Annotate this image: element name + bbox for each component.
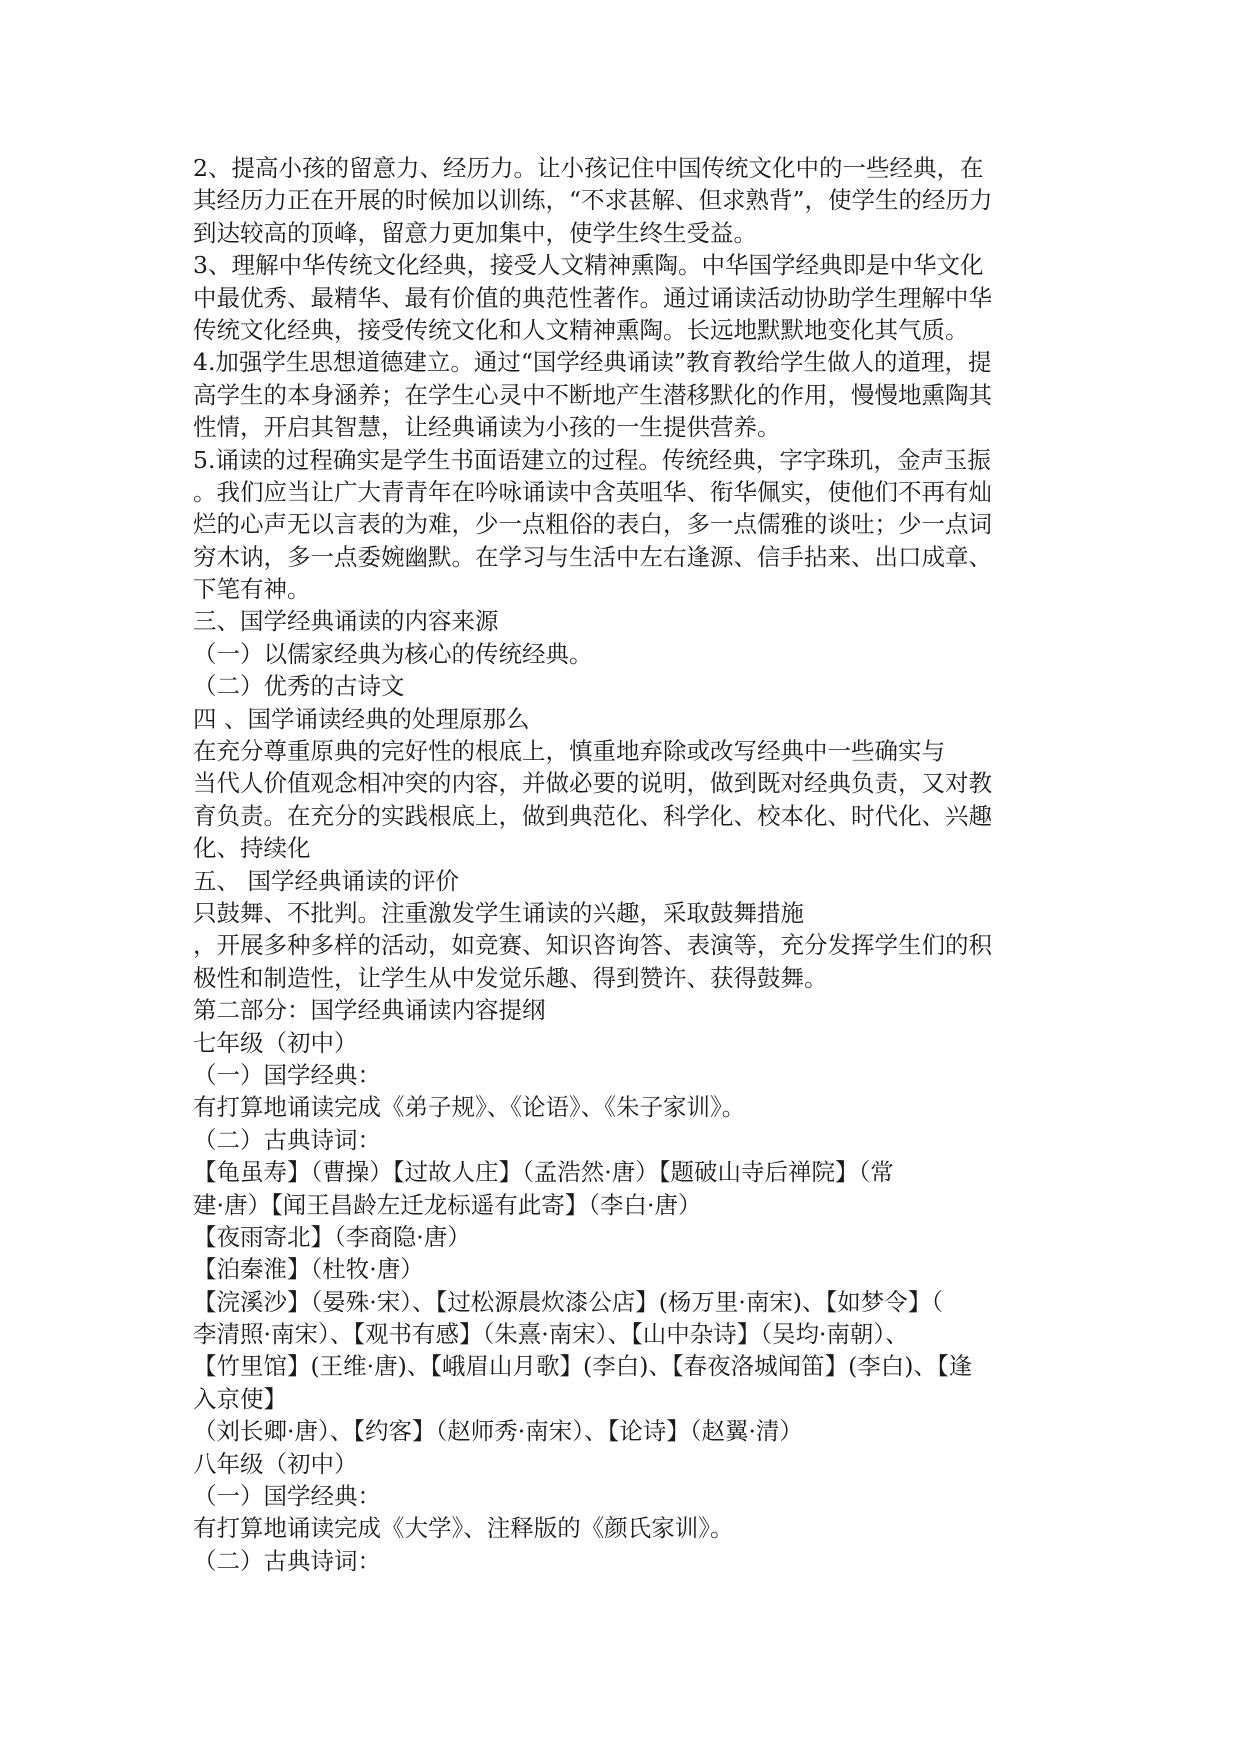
text-line: 中最优秀、最精华、最有价值的典范性著作。通过诵读活动协助学生理解中华 (193, 283, 992, 312)
section-heading: 四 、国学诵读经典的处理原那么 (193, 704, 530, 733)
text-line: 化、持续化 (193, 834, 311, 863)
text-line: 只鼓舞、不批判。注重激发学生诵读的兴趣，采取鼓舞措施 (193, 898, 804, 927)
text-line: （二）古典诗词： (193, 1546, 381, 1575)
text-line: （二）古典诗词： (193, 1125, 381, 1154)
grade-heading: 七年级（初中） (193, 1028, 358, 1057)
text-line: 当代人价值观念相冲突的内容，并做必要的说明，做到既对经典负责，又对教 (193, 769, 992, 798)
text-line: 极性和制造性，让学生从中发觉乐趣、得到赞许、获得鼓舞。 (193, 963, 828, 992)
text-line: （一）国学经典： (193, 1060, 381, 1089)
poem-list-line: 【夜雨寄北】（李商隐·唐） (193, 1222, 471, 1251)
text-line: 4.加强学生思想道德建立。通过“国学经典诵读”教育教给学生做人的道理，提 (193, 348, 992, 377)
text-line: （二）优秀的古诗文 (193, 672, 405, 701)
poem-list-line: 【龟虽寿】（曹操）【过故人庄】（孟浩然·唐）【题破山寺后禅院】（常 (193, 1158, 894, 1187)
poem-list-line: 李清照·南宋）、【观书有感】（朱熹·南宋）、【山中杂诗】（吴均·南朝）、 (193, 1320, 909, 1349)
poem-list-line: （刘长卿·唐）、【约客】（赵师秀·南宋）、【论诗】（赵翼·清） (193, 1417, 803, 1446)
text-line: （一）以儒家经典为核心的传统经典。 (193, 639, 593, 668)
text-line: 其经历力正在开展的时候加以训练，“不求甚解、但求熟背”，使学生的经历力 (193, 186, 993, 215)
text-line: 有打算地诵读完成《大学》、注释版的《颜氏家训》。 (193, 1514, 734, 1543)
text-line: 烂的心声无以言表的为难，少一点粗俗的表白，多一点儒雅的谈吐；少一点词 (193, 510, 992, 539)
poem-list-line: 【竹里馆】(王维·唐)、【峨眉山月歌】(李白)、【春夜洛城闻笛】(李白)、【逢 (193, 1352, 973, 1381)
text-line: 高学生的本身涵养；在学生心灵中不断地产生潜移默化的作用，慢慢地熏陶其 (193, 380, 992, 409)
text-line: 有打算地诵读完成《弟子规》、《论语》、《朱子家训》。 (193, 1093, 746, 1122)
grade-heading: 八年级（初中） (193, 1449, 358, 1478)
text-line: 5.诵读的过程确实是学生书面语建立的过程。传统经典，字字珠玑，金声玉振 (193, 445, 991, 474)
document-body (193, 152, 1073, 1577)
section-heading: 三、国学经典诵读的内容来源 (193, 607, 499, 636)
text-line: 。我们应当让广大青青年在吟咏诵读中含英咀华、衔华佩实，使他们不再有灿 (193, 477, 992, 506)
text-line: 性情，开启其智慧，让经典诵读为小孩的一生提供营养。 (193, 413, 781, 442)
text-line: 在充分尊重原典的完好性的根底上，慎重地弃除或改写经典中一些确实与 (193, 737, 945, 766)
text-line: 下笔有神。 (193, 575, 311, 604)
poem-list-line: 【泊秦淮】（杜牧·唐） (193, 1255, 424, 1284)
text-line: 3、理解中华传统文化经典，接受人文精神熏陶。中华国学经典即是中华文化 (193, 251, 984, 280)
text-line: 2、提高小孩的留意力、经历力。让小孩记住中国传统文化中的一些经典，在 (193, 154, 984, 182)
section-heading: 五、 国学经典诵读的评价 (193, 866, 459, 895)
text-line: （一）国学经典： (193, 1482, 381, 1511)
part-heading: 第二部分：国学经典诵读内容提纲 (193, 996, 546, 1025)
text-line: 育负责。在充分的实践根底上，做到典范化、科学化、校本化、时代化、兴趣 (193, 801, 992, 830)
text-line: 到达较高的顶峰，留意力更加集中，使学生终生受益。 (193, 218, 757, 247)
text-line: 穷木讷，多一点委婉幽默。在学习与生活中左右逢源、信手拈来、出口成章、 (193, 542, 992, 571)
poem-list-line: 入京使】 (193, 1384, 287, 1413)
poem-list-line: 建·唐）【闻王昌龄左迁龙标遥有此寄】（李白·唐） (193, 1190, 702, 1219)
text-line: 传统文化经典，接受传统文化和人文精神熏陶。长远地默默地变化其气质。 (193, 315, 969, 344)
poem-list-line: 【浣溪沙】（晏殊·宋）、【过松源晨炊漆公店】(杨万里·南宋)、【如梦令】（ (193, 1287, 944, 1316)
text-line: ，开展多种多样的活动，如竞赛、知识咨询答、表演等，充分发挥学生们的积 (193, 931, 992, 960)
